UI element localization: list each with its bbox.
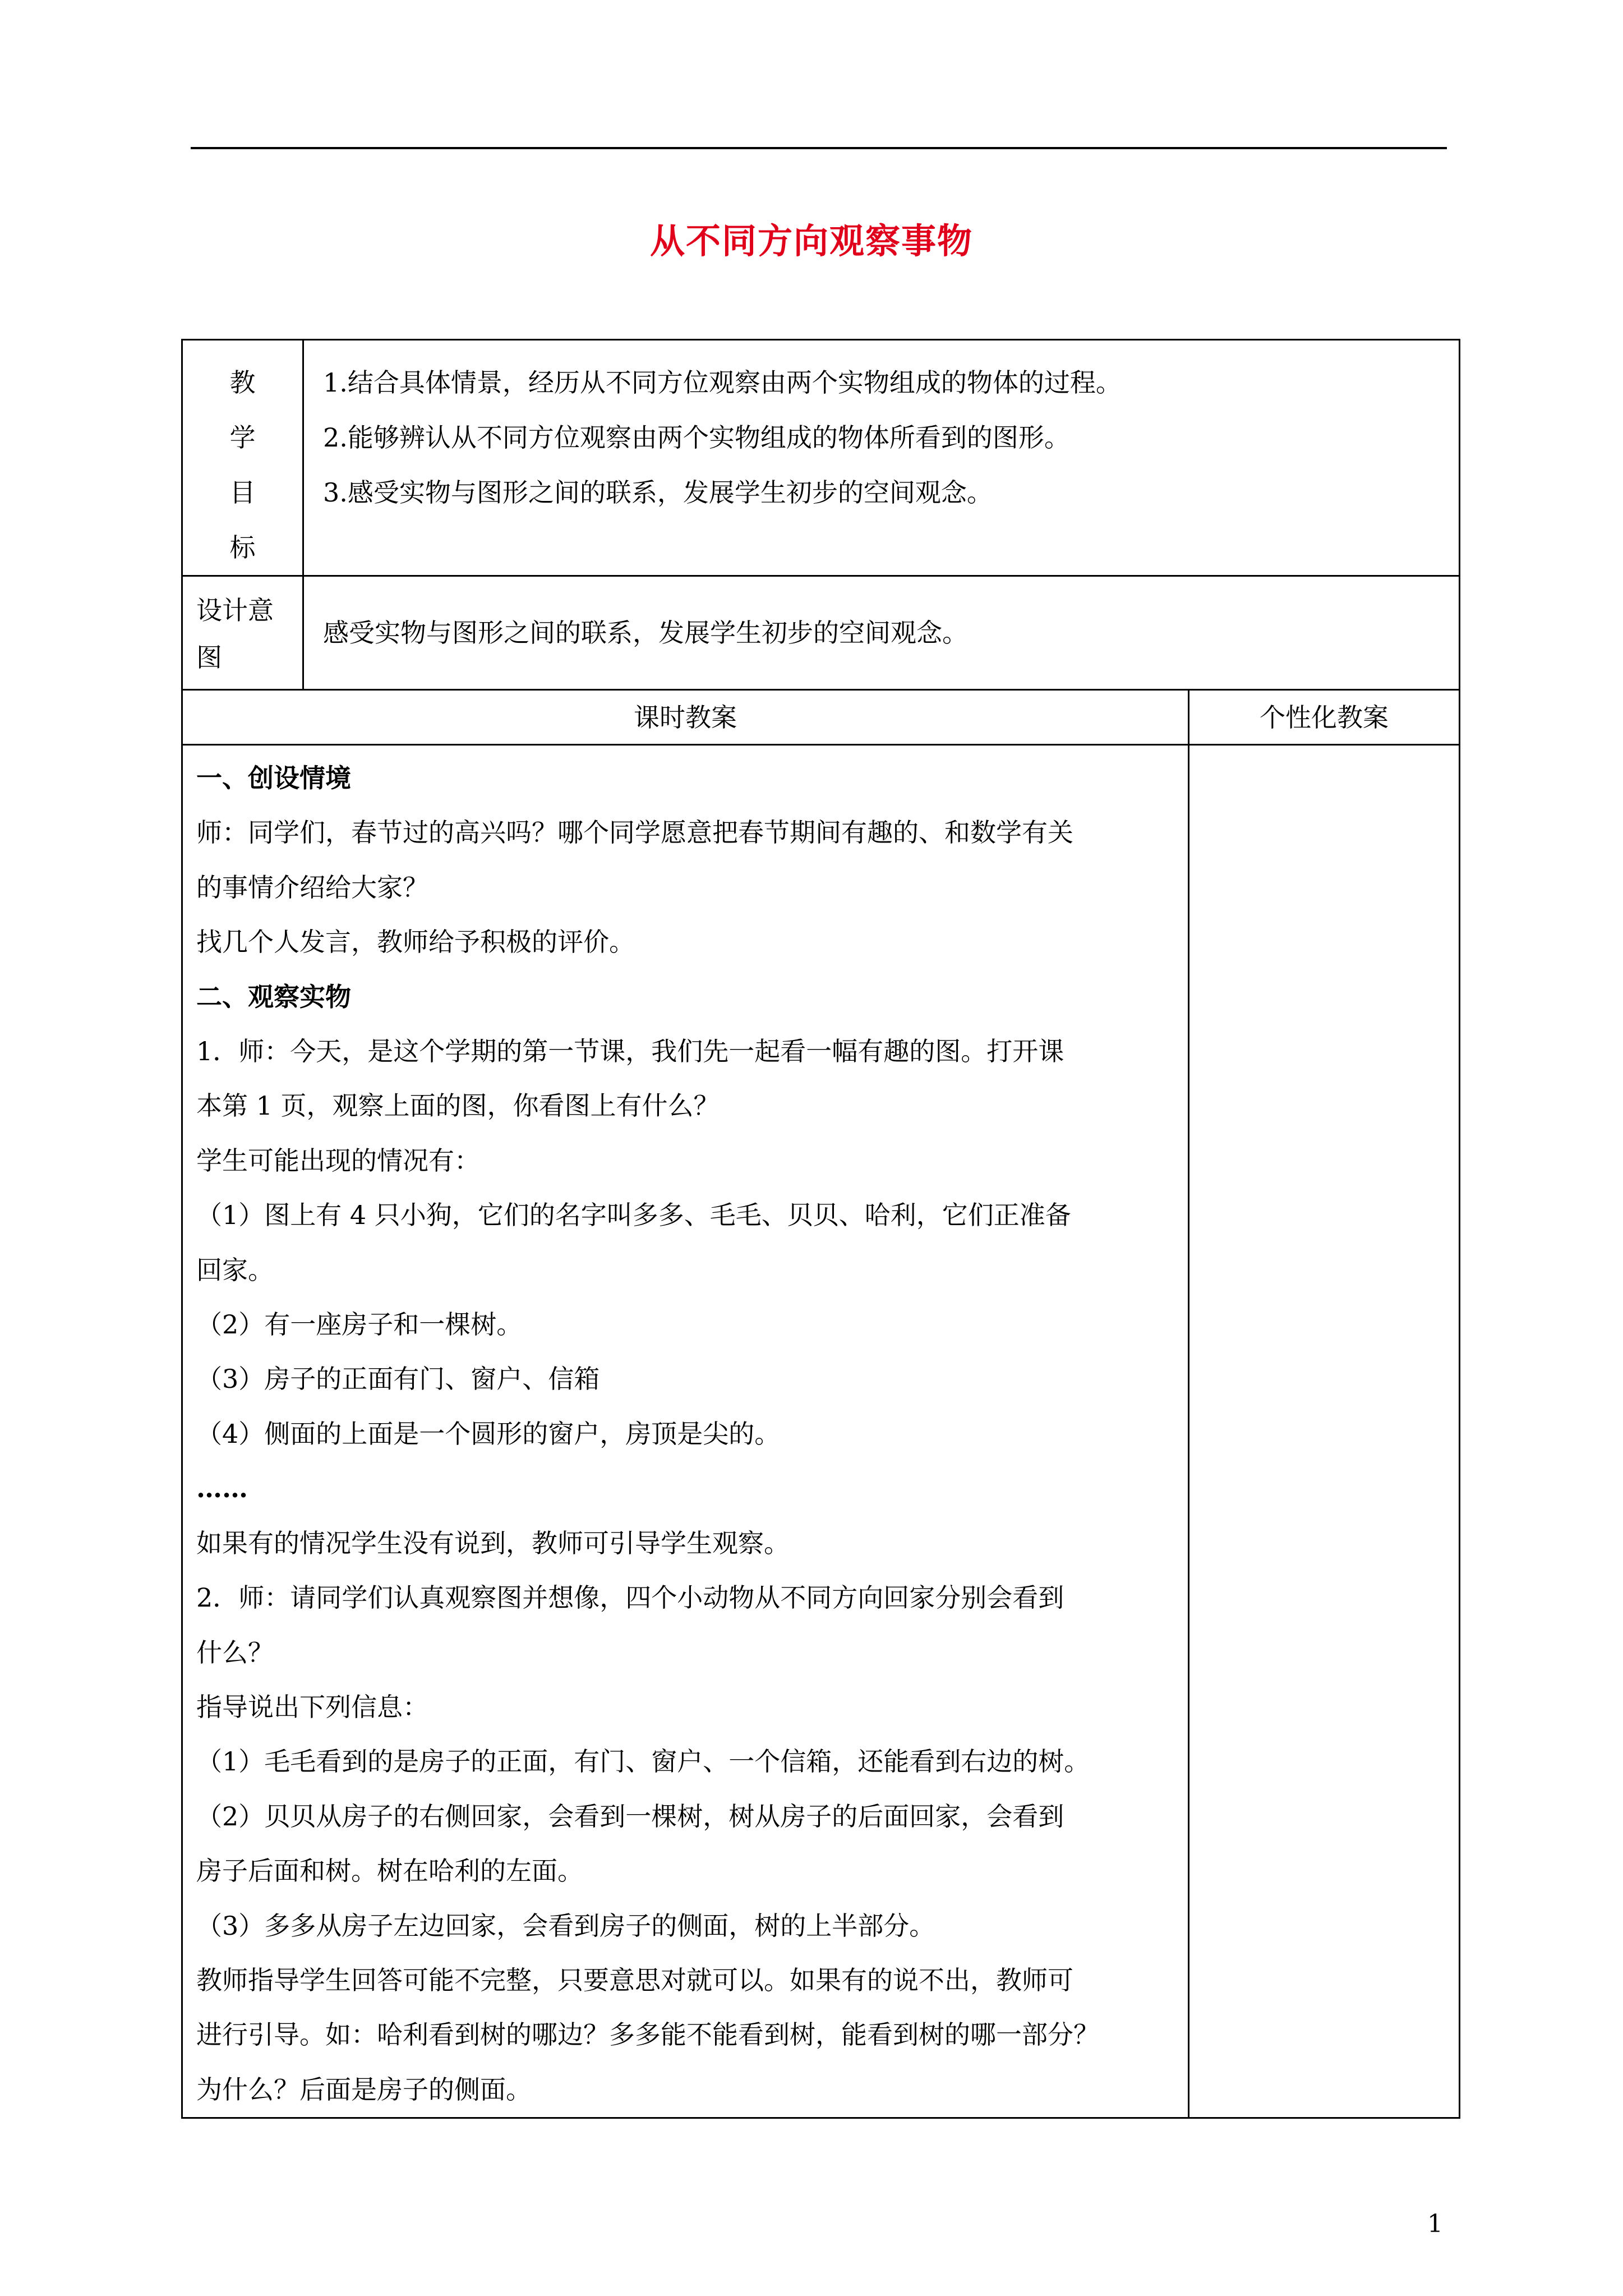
section-heading: 一、创设情境 [196, 763, 351, 793]
lesson-line: （3）多多从房子左边回家，会看到房子的侧面，树的上半部分。 [196, 1910, 935, 1941]
lesson-line: 的事情介绍给大家？ [196, 872, 428, 903]
objective-item: 1.结合具体情景，经历从不同方位观察由两个实物组成的物体的过程。 [323, 367, 1122, 398]
objectives-label: 教 学 目 标 [182, 340, 303, 576]
page-number: 1 [1427, 2210, 1443, 2238]
lesson-line: （1）图上有 4 只小狗，它们的名字叫多多、毛毛、贝贝、哈利，它们正准备 [196, 1200, 1071, 1231]
design-intent-label: 设计意 图 [182, 576, 303, 690]
lesson-line: 1．师：今天，是这个学期的第一节课，我们先一起看一幅有趣的图。打开课 [196, 1036, 1064, 1067]
lesson-line: （2）有一座房子和一棵树。 [196, 1309, 523, 1340]
document-title: 从不同方向观察事物 [649, 220, 973, 261]
lesson-content [182, 745, 1189, 2118]
lesson-line: 本第 1 页，观察上面的图，你看图上有什么？ [196, 1091, 720, 1121]
lesson-line: 什么？ [196, 1637, 274, 1668]
lesson-line: 回家。 [196, 1254, 274, 1285]
objectives-content [303, 340, 1460, 576]
lesson-line: （2）贝贝从房子的右侧回家，会看到一棵树，树从房子的后面回家，会看到 [196, 1801, 1064, 1832]
objective-item: 2.能够辨认从不同方位观察由两个实物组成的物体所看到的图形。 [323, 422, 1070, 453]
lesson-body-row [182, 745, 1460, 2118]
section-heading: 二、观察实物 [196, 981, 351, 1012]
objectives-row [182, 340, 1460, 576]
lesson-line: 如果有的情况学生没有说到，教师可引导学生观察。 [196, 1527, 790, 1558]
lesson-line: 房子后面和树。树在哈利的左面。 [196, 1856, 583, 1887]
lesson-line: 指导说出下列信息： [196, 1691, 428, 1722]
lesson-line: 教师指导学生回答可能不完整，只要意思对就可以。如果有的说不出，教师可 [196, 1964, 1073, 1995]
lesson-line: 师：同学们，春节过的高兴吗？哪个同学愿意把春节期间有趣的、和数学有关 [196, 817, 1073, 848]
lesson-line: 2．师：请同学们认真观察图并想像，四个小动物从不同方向回家分别会看到 [196, 1582, 1064, 1613]
lesson-line: （4）侧面的上面是一个圆形的窗户，房顶是尖的。 [196, 1418, 781, 1449]
lesson-line: （3）房子的正面有门、窗户、信箱 [196, 1364, 600, 1395]
design-intent-row [182, 576, 1460, 690]
ellipsis-line: …… [196, 1473, 248, 1504]
lesson-line: 学生可能出现的情况有： [196, 1145, 480, 1176]
design-intent-content: 感受实物与图形之间的联系，发展学生初步的空间观念。 [303, 576, 1460, 690]
lesson-line: 找几个人发言，教师给予积极的评价。 [196, 927, 635, 958]
lesson-line: 进行引导。如：哈利看到树的哪边？多多能不能看到树，能看到树的哪一部分？ [196, 2019, 1099, 2050]
personalized-plan-cell [1189, 745, 1460, 2118]
lesson-line: 为什么？后面是房子的侧面。 [196, 2074, 532, 2105]
objective-item: 3.感受实物与图形之间的联系，发展学生初步的空间观念。 [323, 477, 993, 508]
lesson-line: （1）毛毛看到的是房子的正面，有门、窗户、一个信箱，还能看到右边的树。 [196, 1746, 1090, 1777]
header-rule [191, 147, 1447, 149]
personalized-plan-header: 个性化教案 [1189, 690, 1460, 745]
column-header-row [182, 690, 1460, 745]
lesson-plan-table [181, 339, 1460, 2119]
lesson-plan-header: 课时教案 [182, 690, 1189, 745]
